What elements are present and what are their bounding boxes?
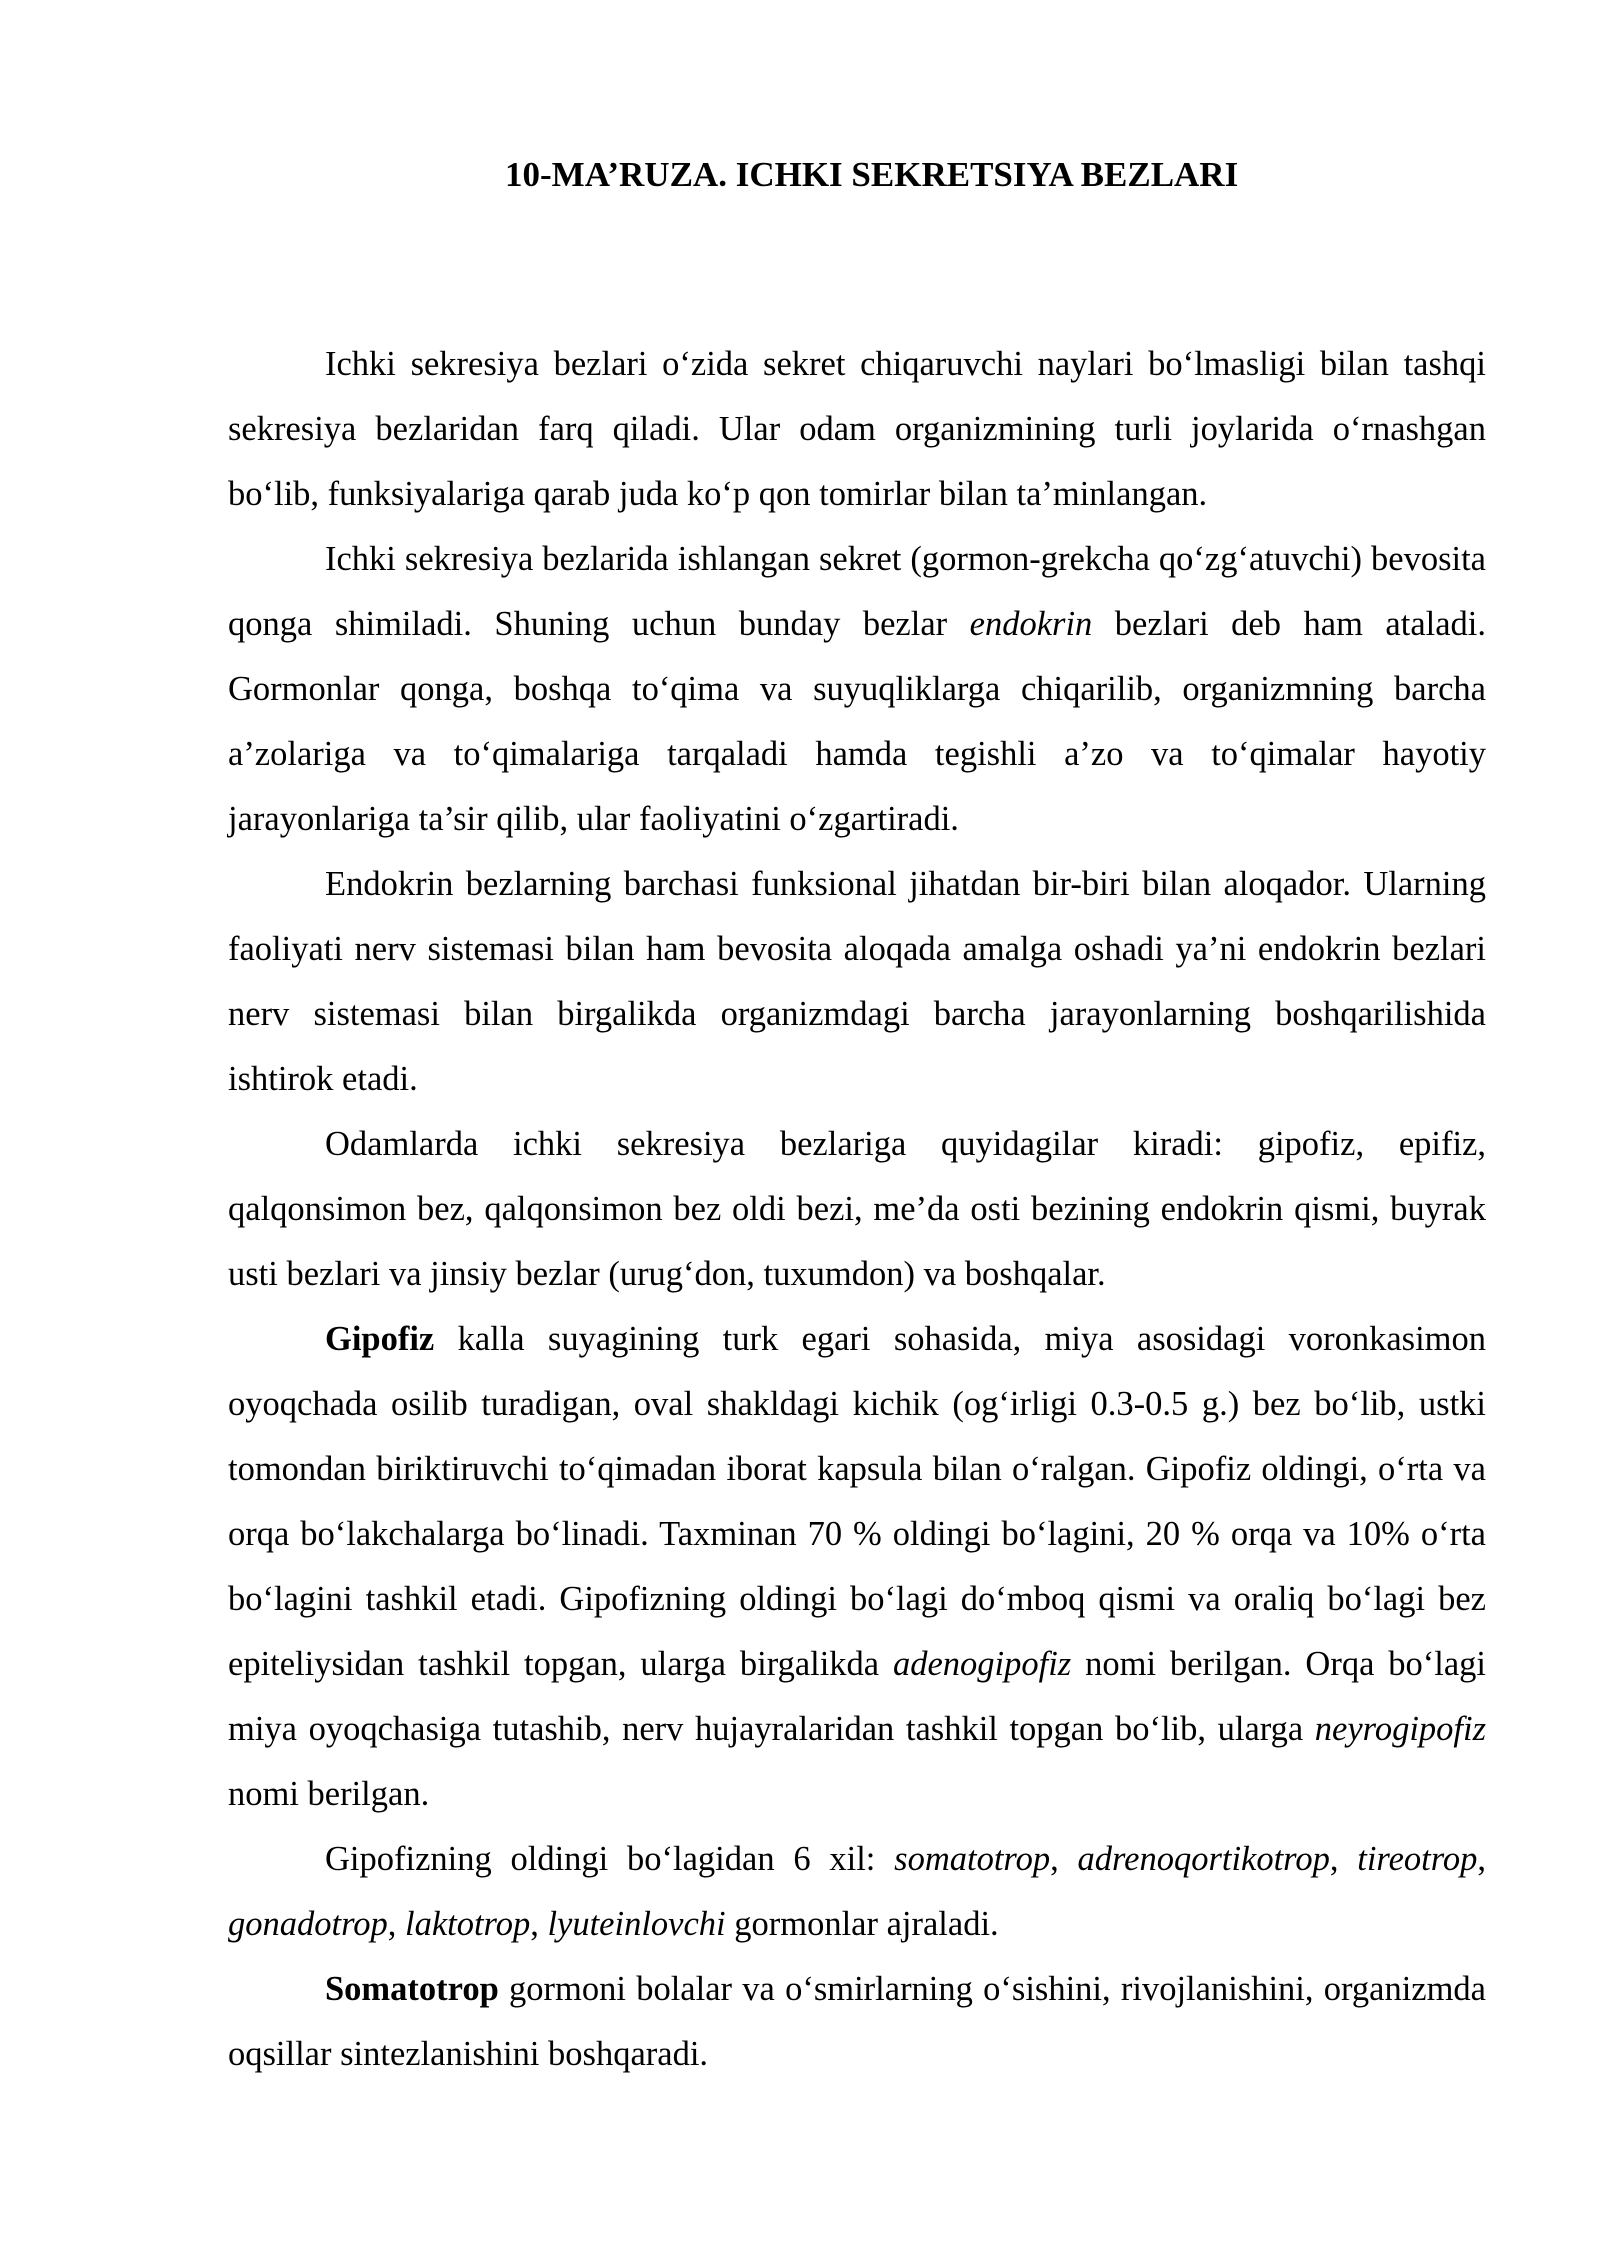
text-run: Ichki sekresiya bezlarida ishlangan sekret (gormon-grekcha qo‘zg‘atuvchi) bevosita qonga shimiladi. Shuning uchun bunday bezlar — [228, 540, 1486, 643]
bold-term: Somatotrop — [325, 1970, 499, 2008]
text-run: , — [387, 1905, 405, 1943]
paragraph — [228, 527, 1486, 852]
italic-term: endokrin — [969, 605, 1093, 643]
paragraph — [228, 332, 1486, 527]
text-run: gormoni bolalar va o‘smirlarning o‘sishini, rivojlanishini, organizmda oqsillar sintezlanishini boshqaradi. — [228, 1970, 1486, 2073]
italic-term: somatotrop — [894, 1840, 1051, 1878]
paragraph — [228, 1827, 1486, 1957]
italic-term: adenogipofiz — [892, 1645, 1072, 1683]
italic-term: laktotrop — [404, 1905, 531, 1943]
text-run: Endokrin bezlarning barchasi funksional jihatdan bir-biri bilan aloqador. Ularning faoliyati nerv sistemasi bilan ham bevosita aloqada amalga oshadi ya’ni endokrin bezlari nerv sistemasi bilan birgalikda organizmdagi barcha jarayonlarning boshqarilishida ishtirok etadi. — [228, 865, 1486, 1098]
paragraph — [228, 1957, 1486, 2087]
text-run: , — [530, 1905, 548, 1943]
paragraph — [228, 1307, 1486, 1827]
document-body — [228, 332, 1486, 2087]
bold-term: Gipofiz — [325, 1320, 435, 1358]
text-run: nomi berilgan. Orqa bo‘lagi miya oyoqchasiga tutashib, nerv hujayralaridan tashkil topgan bo‘lib, ularga — [228, 1645, 1486, 1748]
text-run: nomi berilgan. — [228, 1775, 430, 1813]
italic-term: tireotrop — [1357, 1840, 1478, 1878]
italic-term: gonadotrop — [228, 1905, 388, 1943]
text-run: , — [1477, 1840, 1486, 1878]
text-run: Ichki sekresiya bezlari o‘zida sekret chiqaruvchi naylari bo‘lmasligi bilan tashqi sekresiya bezlaridan farq qiladi. Ular odam organizmining turli joylarida o‘rnashgan bo‘lib, funksiyalariga qarab juda ko‘p qon tomirlar bilan ta’minlangan. — [228, 345, 1486, 513]
paragraph — [228, 852, 1486, 1112]
italic-term: lyuteinlovchi — [547, 1905, 726, 1943]
text-run: bezlari deb ham ataladi. Gormonlar qonga, boshqa to‘qima va suyuqliklarga chiqarilib, organizmning barcha a’zolariga va to‘qimalariga tarqaladi hamda tegishli a’zo va to‘qimalar hayotiy jarayonlariga ta’sir qilib, ular faoliyatini o‘zgartiradi. — [228, 605, 1486, 838]
text-run: Odamlarda ichki sekresiya bezlariga quyidagilar kiradi: gipofiz, epifiz, qalqonsimon bez, qalqonsimon bez oldi bezi, me’da osti bezining endokrin qismi, buyrak usti bezlari va jinsiy bezlar (urug‘don, tuxumdon) va boshqalar. — [228, 1125, 1486, 1293]
text-run: gormonlar ajraladi. — [725, 1905, 999, 1943]
paragraph — [228, 1112, 1486, 1307]
page-title: 10-MA’RUZA. ICHKI SEKRETSIYA BEZLARI — [505, 155, 1239, 194]
italic-term: adrenoqortikotrop — [1077, 1840, 1330, 1878]
italic-term: neyrogipofiz — [1314, 1710, 1486, 1748]
text-run: , — [1050, 1840, 1078, 1878]
text-run: , — [1329, 1840, 1358, 1878]
text-run: kalla suyagining turk egari sohasida, miya asosidagi voronkasimon oyoqchada osilib turadigan, oval shakldagi kichik (og‘irligi 0.3-0.5 g.) bez bo‘lib, ustki tomondan biriktiruvchi to‘qimadan iborat kapsula bilan o‘ralgan. Gipofiz oldingi, o‘rta va orqa bo‘lakchalarga bo‘linadi. Taxminan 70 % oldingi bo‘lagini, 20 % orqa va 10% o‘rta bo‘lagini tashkil etadi. Gipofizning oldingi bo‘lagi do‘mboq qismi va oraliq bo‘lagi bez epiteliysidan tashkil topgan, ularga birgalikda — [228, 1320, 1486, 1683]
text-run: Gipofizning oldingi bo‘lagidan 6 xil: — [325, 1840, 895, 1878]
